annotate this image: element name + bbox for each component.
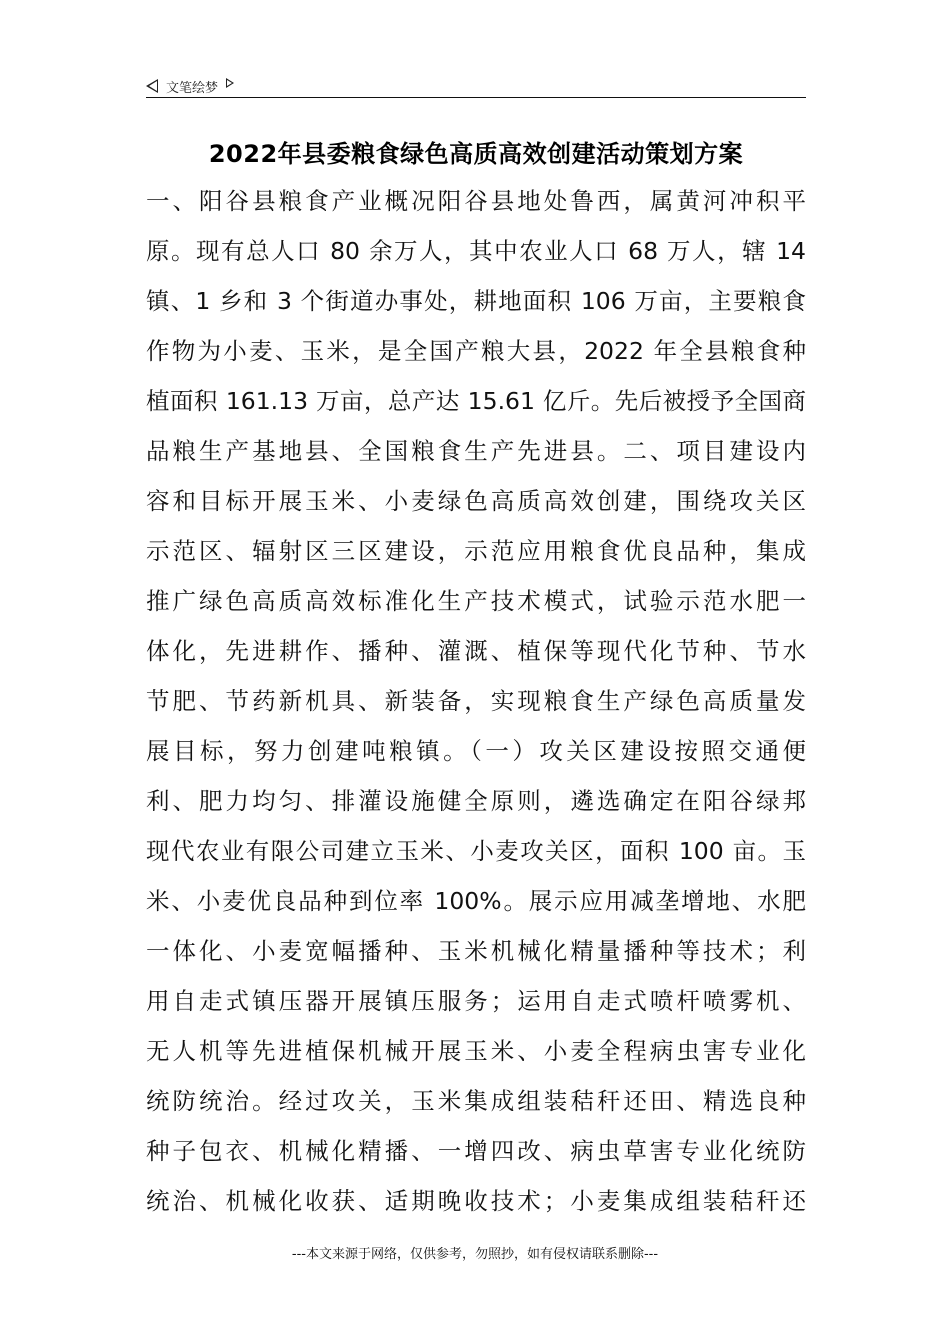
- body-line: 无人机等先进植保机械开展玉米、小麦全程病虫害专业化: [146, 1037, 806, 1065]
- body-line: 体化，先进耕作、播种、灌溉、植保等现代化节种、节水: [146, 637, 806, 665]
- page-footer: ---本文来源于网络，仅供参考，勿照抄，如有侵权请联系删除---: [291, 1247, 659, 1262]
- triangle-left-icon: [146, 79, 158, 93]
- body-line: 原。现有总人口 80 余万人，其中农业人口 68 万人，辖 14: [146, 237, 806, 265]
- body-line: 镇、1 乡和 3 个街道办事处，耕地面积 106 万亩，主要粮食: [146, 287, 806, 315]
- body-line: 用自走式镇压器开展镇压服务；运用自走式喷杆喷雾机、: [146, 987, 806, 1015]
- body-line: 示范区、辐射区三区建设，示范应用粮食优良品种，集成: [146, 537, 806, 565]
- body-line: 展目标，努力创建吨粮镇。（一）攻关区建设按照交通便: [146, 737, 806, 765]
- body-line: 一体化、小麦宽幅播种、玉米机械化精量播种等技术；利: [146, 937, 806, 965]
- body-line: 品粮生产基地县、全国粮食生产先进县。二、项目建设内: [146, 437, 806, 465]
- page-header: [146, 74, 806, 98]
- triangle-right-icon: [226, 78, 234, 88]
- body-line: 利、肥力均匀、排灌设施健全原则，遴选确定在阳谷绿邦: [146, 787, 806, 815]
- body-line: 统治、机械化收获、适期晚收技术；小麦集成组装秸秆还: [146, 1187, 806, 1215]
- document-title: 2022年县委粮食绿色高质高效创建活动策划方案: [208, 140, 744, 168]
- body-line: 米、小麦优良品种到位率 100%。展示应用减垄增地、水肥: [146, 887, 806, 915]
- body-line: 作物为小麦、玉米，是全国产粮大县，2022 年全县粮食种: [146, 337, 806, 365]
- body-line: 节肥、节药新机具、新装备，实现粮食生产绿色高质量发: [146, 687, 806, 715]
- body-line: 一、阳谷县粮食产业概况阳谷县地处鲁西，属黄河冲积平: [146, 187, 806, 215]
- header-divider: [146, 97, 806, 98]
- body-line: 种子包衣、机械化精播、一增四改、病虫草害专业化统防: [146, 1137, 806, 1165]
- body-line: 容和目标开展玉米、小麦绿色高质高效创建，围绕攻关区: [146, 487, 806, 515]
- body-line: 统防统治。经过攻关，玉米集成组装秸秆还田、精选良种: [146, 1087, 806, 1115]
- header-brand: 文笔绘梦: [166, 80, 219, 96]
- body-line: 植面积 161.13 万亩，总产达 15.61 亿斤。先后被授予全国商: [146, 387, 806, 415]
- body-line: 现代农业有限公司建立玉米、小麦攻关区，面积 100 亩。玉: [146, 837, 806, 865]
- body-paragraph: [146, 179, 806, 1229]
- body-line: 推广绿色高质高效标准化生产技术模式，试验示范水肥一: [146, 587, 806, 615]
